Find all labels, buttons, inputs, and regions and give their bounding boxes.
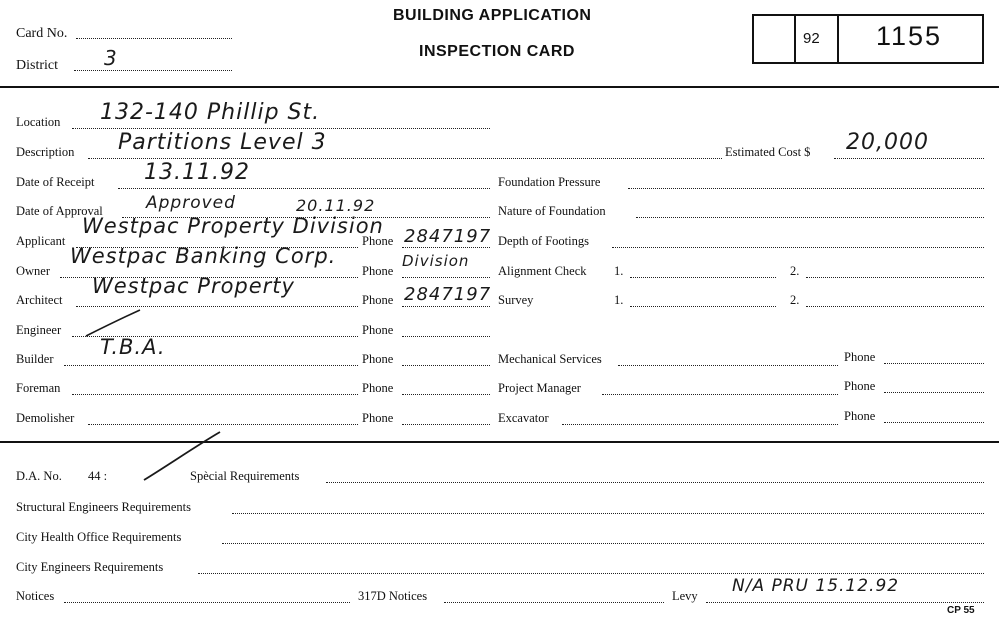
alignment-2-label: 2. [790,264,800,278]
project-manager-phone-line[interactable] [884,392,984,393]
applicant-phone-label: Phone [362,234,394,248]
date-approval-value[interactable]: 20.11.92 [296,196,376,215]
estimated-cost-label: Estimated Cost $ [725,145,811,159]
applicant-label: Applicant [16,234,66,248]
location-value[interactable]: 132-140 Phillip St. [100,100,321,125]
mechanical-line[interactable] [618,365,838,366]
foreman-label: Foreman [16,381,61,395]
demolisher-label: Demolisher [16,411,75,425]
card-no-line[interactable] [76,38,232,39]
survey-2-label: 2. [790,293,800,307]
estimated-cost-line [834,158,984,159]
foreman-phone-label: Phone [362,381,394,395]
demolisher-phone-line [402,424,490,425]
excavator-phone-label: Phone [844,409,876,423]
foreman-line [72,394,358,395]
project-manager-line[interactable] [602,394,838,395]
survey-1-label: 1. [614,293,624,307]
levy-value[interactable]: N/A PRU 15.12.92 [732,576,900,596]
date-receipt-line [118,188,490,189]
engineer-label: Engineer [16,323,62,337]
applicant-value[interactable]: Westpac Property Division [82,214,384,238]
depth-footings-label: Depth of Footings [498,234,589,248]
footer-code: CP 55 [947,605,975,616]
da-no-label: D.A. No. [16,469,62,483]
year-value: 92 [803,30,820,47]
levy-line [706,602,984,603]
form-title-line2: INSPECTION CARD [419,43,575,60]
owner-note[interactable]: Division [402,252,470,270]
owner-phone-label: Phone [362,264,394,278]
foundation-pressure-label: Foundation Pressure [498,175,601,189]
city-engineers-line[interactable] [198,573,984,574]
notices-line[interactable] [64,602,350,603]
project-manager-phone-label: Phone [844,379,876,393]
date-approval-stamp[interactable]: Approved [146,193,236,213]
excavator-label: Excavator [498,411,549,425]
engineer-phone-label: Phone [362,323,394,337]
builder-phone-line [402,365,490,366]
date-receipt-label: Date of Receipt [16,175,95,189]
da-no-value[interactable]: 44 : [88,469,108,483]
notices-label: Notices [16,589,55,603]
alignment-2-line[interactable] [806,277,984,278]
health-label: City Health Office Requirements [16,530,182,544]
estimated-cost-value[interactable]: 20,000 [846,130,929,155]
description-label: Description [16,145,75,159]
card-no-label: Card No. [16,26,68,41]
excavator-line[interactable] [562,424,838,425]
district-value[interactable]: 3 [104,46,118,70]
foreman-phone-line [402,394,490,395]
structural-line[interactable] [232,513,984,514]
alignment-1-label: 1. [614,264,624,278]
alignment-1-line[interactable] [630,277,776,278]
special-requirements-label: Spècial Requirements [190,469,300,483]
survey-1-line[interactable] [630,306,776,307]
architect-phone-label: Phone [362,293,394,307]
excavator-phone-line[interactable] [884,422,984,423]
notices-317d-line[interactable] [444,602,664,603]
survey-2-line[interactable] [806,306,984,307]
engineer-phone-line [402,336,490,337]
city-engineers-label: City Engineers Requirements [16,560,164,574]
form-title-line1: BUILDING APPLICATION [393,7,592,24]
location-label: Location [16,115,61,129]
health-line[interactable] [222,543,984,544]
owner-value[interactable]: Westpac Banking Corp. [70,244,337,268]
foundation-pressure-line[interactable] [628,188,984,189]
description-value[interactable]: Partitions Level 3 [118,130,327,155]
architect-phone-value[interactable]: 2847197 [404,284,492,305]
depth-footings-line[interactable] [612,247,984,248]
builder-line [64,365,358,366]
description-line [88,158,722,159]
architect-label: Architect [16,293,63,307]
header-divider [0,86,999,88]
notices-317d-label: 317D Notices [358,589,428,603]
builder-label: Builder [16,352,54,366]
structural-label: Structural Engineers Requirements [16,500,191,514]
special-requirements-line[interactable] [326,482,984,483]
date-receipt-value[interactable]: 13.11.92 [144,160,250,185]
applicant-phone-value[interactable]: 2847197 [404,226,492,247]
nature-foundation-line[interactable] [636,217,984,218]
owner-label: Owner [16,264,51,278]
district-label: District [16,58,58,73]
survey-label: Survey [498,293,534,307]
nature-foundation-label: Nature of Foundation [498,204,606,218]
demolisher-line [88,424,358,425]
architect-phone-line [402,306,490,307]
builder-phone-label: Phone [362,352,394,366]
owner-phone-line [402,277,490,278]
location-line [72,128,490,129]
levy-label: Levy [672,589,698,603]
date-approval-label: Date of Approval [16,204,103,218]
alignment-check-label: Alignment Check [498,264,587,278]
mechanical-phone-line[interactable] [884,363,984,364]
architect-value[interactable]: Westpac Property [92,274,295,298]
demolisher-phone-label: Phone [362,411,394,425]
district-line [74,70,232,71]
applicant-phone-line [402,247,490,248]
card-number-value: 1155 [876,21,943,51]
card-number-box [752,14,984,64]
builder-value[interactable]: T.B.A. [100,335,166,359]
mechanical-phone-label: Phone [844,350,876,364]
project-manager-label: Project Manager [498,381,581,395]
mechanical-label: Mechanical Services [498,352,602,366]
